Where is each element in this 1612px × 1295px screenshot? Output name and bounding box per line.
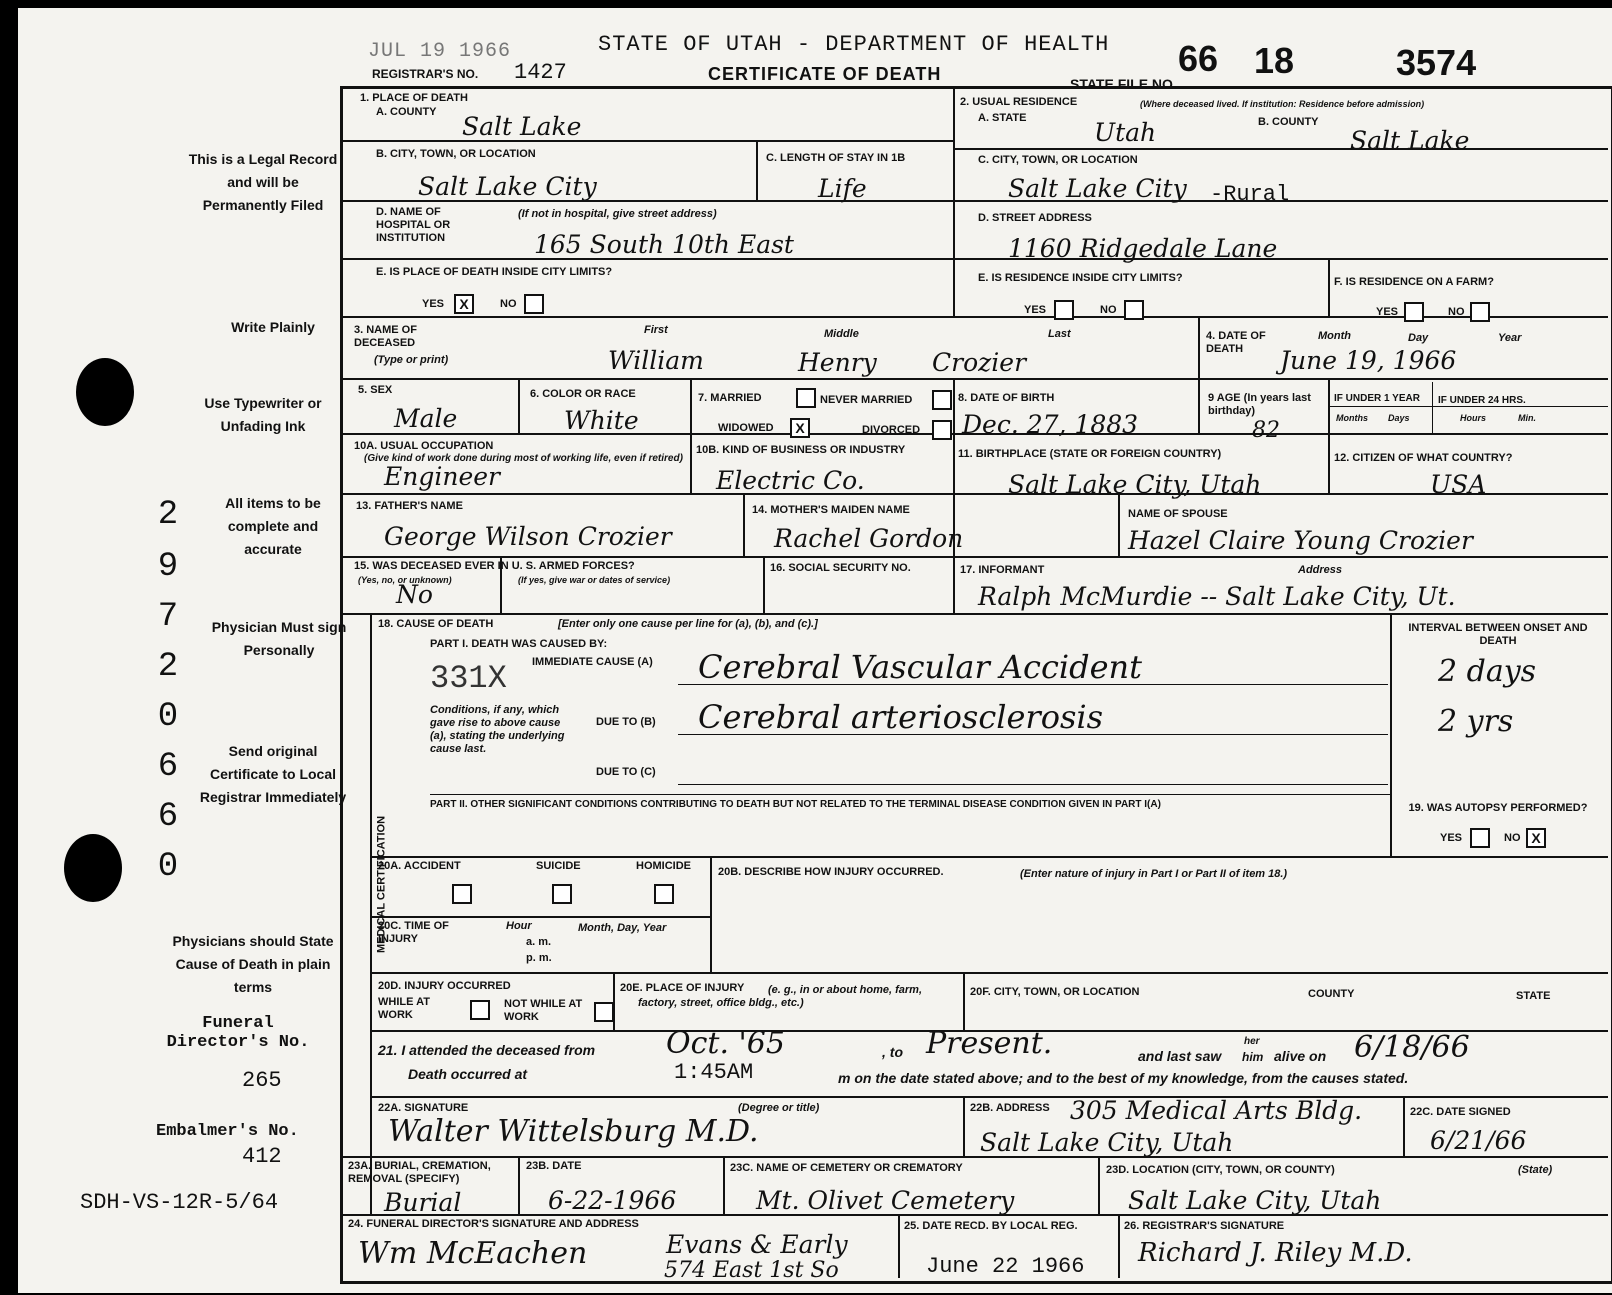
state-file-part2: 18 [1254, 40, 1295, 81]
spouse-name: Hazel Claire Young Crozier [1128, 526, 1473, 555]
item1c-label: C. LENGTH OF STAY IN 1B [766, 152, 906, 164]
certificate-sheet [18, 8, 1612, 1293]
days-label: Days [1388, 413, 1410, 423]
burial-date-value: 6-22-1966 [548, 1186, 677, 1215]
rule [343, 493, 1608, 495]
item4-label: 4. DATE OF DEATH [1206, 330, 1266, 355]
death-county: Salt Lake [462, 112, 582, 141]
residence-county: Salt Lake [1350, 126, 1470, 155]
item20a-label: 20A. ACCIDENT [378, 860, 461, 872]
physician-signature: Walter Wittelsburg M.D. [388, 1114, 759, 1149]
vertical-number-digit: 9 [157, 548, 179, 586]
form-title: STATE OF UTAH - DEPARTMENT OF HEALTH [598, 32, 1110, 57]
item20c-label: 20C. TIME OF INJURY [378, 920, 449, 945]
rule [518, 380, 520, 433]
residence-street: 1160 Ridgedale Lane [1008, 234, 1278, 263]
occupation-value: Engineer [384, 462, 500, 491]
item5-label: 5. SEX [358, 384, 393, 396]
item3-note: (Type or print) [374, 354, 449, 366]
widowed-checkbox[interactable]: X [790, 418, 810, 438]
suicide-checkbox[interactable] [552, 884, 572, 904]
cause-b-value: Cerebral arteriosclerosis [698, 698, 1104, 736]
hours-label: Hours [1460, 413, 1487, 423]
under-1-year-label: IF UNDER 1 YEAR [1334, 393, 1420, 404]
no-label: NO [1504, 832, 1521, 844]
widowed-label: WIDOWED [718, 422, 774, 434]
cause-a-value: Cerebral Vascular Accident [698, 648, 1142, 686]
item11-label: 11. BIRTHPLACE (STATE OR FOREIGN COUNTRY) [958, 448, 1222, 460]
month-day-year-label: Month, Day, Year [578, 922, 667, 934]
item10b-label: 10B. KIND OF BUSINESS OR INDUSTRY [696, 444, 906, 456]
rule [723, 1158, 725, 1214]
item26-label: 26. REGISTRAR'S SIGNATURE [1124, 1220, 1285, 1232]
conditions-note: Conditions, if any, which gave rise to above cause (a), stating the underlying cause last. [430, 704, 565, 755]
death-statement: m on the date stated above; and to the best of my knowledge, from the causes stated. [838, 1070, 1409, 1086]
margin-cause-note: Physicians should State Cause of Death in plain terms [172, 933, 334, 995]
margin-complete-note: All items to be complete and accurate [225, 495, 321, 557]
item21-label: 21. I attended the deceased from [378, 1042, 596, 1058]
registrar-no-label: REGISTRAR'S NO. [372, 67, 479, 81]
never-married-checkbox[interactable] [932, 390, 952, 410]
rule [370, 1096, 1608, 1098]
married-checkbox[interactable] [796, 388, 816, 408]
rule [756, 142, 758, 200]
item2b-label: B. COUNTY [1258, 116, 1319, 128]
item1a-label: A. COUNTY [376, 106, 437, 118]
place-inside-yes-checkbox[interactable]: X [454, 294, 474, 314]
residence-inside-no-checkbox[interactable] [1124, 300, 1144, 320]
county-label: COUNTY [1308, 988, 1355, 1000]
form-number: SDH-VS-12R-5/64 [80, 1190, 279, 1215]
vertical-number-digit: 2 [157, 648, 179, 686]
pm-label: p. m. [526, 952, 552, 964]
cause-code: 331X [430, 660, 507, 697]
homicide-checkbox[interactable] [654, 884, 674, 904]
yes-label: YES [1440, 832, 1463, 844]
first-label: First [644, 324, 668, 336]
while-at-work-checkbox[interactable] [470, 1000, 490, 1020]
attended-to-value: Present. [926, 1026, 1053, 1061]
item1e-label: E. IS PLACE OF DEATH INSIDE CITY LIMITS? [376, 266, 613, 278]
item23a-label: 23A. BURIAL, CREMATION, REMOVAL (SPECIFY) [348, 1160, 491, 1185]
rule [690, 380, 692, 493]
rule [343, 258, 1608, 260]
item10a-label: 10A. USUAL OCCUPATION [354, 440, 494, 452]
alive-on-label: alive on [1274, 1048, 1327, 1064]
no-label: NO [500, 298, 517, 310]
medical-certification-label: MEDICAL CERTIFICATION [375, 815, 388, 954]
vertical-number-digit: 0 [157, 698, 179, 736]
margin-write-note: Write Plainly [231, 319, 315, 335]
registrar-signature: Richard J. Riley M.D. [1138, 1238, 1413, 1268]
death-time-value: 1:45AM [674, 1060, 754, 1085]
age-value: 82 [1252, 418, 1280, 443]
margin-typewriter-note: Use Typewriter or Unfading Ink [204, 395, 322, 434]
item18-note: [Enter only one cause per line for (a), (b), and (c).] [558, 618, 818, 630]
vertical-number-digit: 0 [157, 848, 179, 886]
rule [963, 974, 965, 1030]
rule [953, 89, 955, 318]
item23c-label: 23C. NAME OF CEMETERY OR CREMATORY [730, 1162, 963, 1174]
rule [1118, 495, 1120, 556]
hospital-address: 165 South 10th East [534, 230, 794, 259]
cause-line-c [678, 784, 1388, 785]
margin-physician-note: Physician Must sign Personally [211, 619, 347, 658]
item19-label: 19. WAS AUTOPSY PERFORMED? [1408, 802, 1588, 814]
item2c-label: C. CITY, TOWN, OR LOCATION [978, 154, 1138, 166]
place-inside-no-checkbox[interactable] [524, 294, 544, 314]
rule [763, 558, 765, 613]
month-label: Month [1318, 330, 1351, 342]
rule [1198, 318, 1200, 433]
degree-label: (Degree or title) [738, 1102, 820, 1114]
vertical-number-digit: 6 [157, 798, 179, 836]
name-middle: Henry [798, 348, 877, 377]
item23d-state-label: (State) [1518, 1164, 1553, 1176]
burial-location-value: Salt Lake City, Utah [1128, 1186, 1382, 1215]
item20e-label: 20E. PLACE OF INJURY [620, 982, 745, 994]
vertical-number-digit: 2 [157, 496, 179, 534]
item13-label: 13. FATHER'S NAME [356, 500, 463, 512]
rule [370, 613, 372, 1216]
item2e-label: E. IS RESIDENCE INSIDE CITY LIMITS? [978, 272, 1183, 284]
item18-label: 18. CAUSE OF DEATH [378, 618, 494, 630]
item10a-note: (Give kind of work done during most of working life, even if retired) [364, 453, 683, 464]
death-date: June 19, 1966 [1280, 346, 1457, 375]
rule [1330, 406, 1608, 407]
item15-label: 15. WAS DECEASED EVER IN U. S. ARMED FORCES? [354, 560, 635, 572]
rule [343, 1156, 1608, 1158]
rule [343, 140, 953, 142]
item20d-label: 20D. INJURY OCCURRED [378, 980, 511, 992]
item17-label: 17. INFORMANT [960, 564, 1045, 576]
sex-value: Male [394, 404, 458, 433]
date-received-value: June 22 1966 [926, 1254, 1085, 1279]
part1-label: PART I. DEATH WAS CAUSED BY: [430, 638, 608, 650]
name-last: Crozier [932, 348, 1027, 377]
burial-value: Burial [384, 1188, 462, 1217]
residence-city: Salt Lake City [1008, 174, 1187, 203]
rule [953, 148, 1608, 150]
due-to-b-label: DUE TO (B) [596, 716, 656, 728]
rule [898, 1216, 900, 1278]
farm-no-checkbox[interactable] [1470, 302, 1490, 322]
margin-send-note: Send original Certificate to Local Registrar Immediately [199, 743, 347, 805]
rule [430, 794, 1390, 795]
rule [743, 495, 745, 556]
state-file-part1: 66 [1178, 38, 1219, 79]
punch-hole-top [76, 358, 134, 426]
residence-inside-yes-checkbox[interactable] [1054, 300, 1074, 320]
rule [518, 1158, 520, 1214]
last-saw-label: and last saw [1138, 1048, 1222, 1064]
hour-label: Hour [506, 920, 532, 932]
homicide-label: HOMICIDE [636, 860, 691, 872]
item1d-label: D. NAME OF HOSPITAL OR INSTITUTION [376, 206, 451, 244]
rule [710, 858, 712, 972]
item24-label: 24. FUNERAL DIRECTOR'S SIGNATURE AND ADDRESS [348, 1218, 639, 1230]
min-label: Min. [1518, 413, 1536, 423]
citizen-value: USA [1430, 470, 1487, 499]
death-occurred-label: Death occurred at [408, 1066, 528, 1082]
margin-legal-note: This is a Legal Record and will be Permanently Filed [188, 151, 338, 213]
item22b-label: 22B. ADDRESS [970, 1102, 1050, 1114]
rule [953, 380, 955, 613]
not-while-at-work-checkbox[interactable] [594, 1002, 614, 1022]
rule [343, 556, 1608, 558]
item6-label: 6. COLOR OR RACE [530, 388, 636, 400]
item9-label: 9 AGE (In years last birthday) [1208, 392, 1311, 417]
state-file-part3: 3574 [1396, 42, 1477, 83]
name-first: William [608, 346, 704, 375]
rule [343, 378, 1608, 380]
rule [963, 1098, 965, 1156]
item1d-note: (If not in hospital, give street address) [518, 208, 717, 220]
rule [370, 856, 1608, 858]
item2-label: 2. USUAL RESIDENCE [960, 96, 1078, 108]
embalmer-no: 412 [242, 1144, 282, 1169]
attended-from-value: Oct. '65 [666, 1026, 785, 1061]
not-while-at-work-label: NOT WHILE AT WORK [504, 998, 583, 1023]
birthplace-value: Salt Lake City, Utah [1008, 470, 1262, 499]
item15-note1: (Yes, no, or unknown) [358, 575, 452, 585]
rule [1390, 615, 1392, 856]
item22a-label: 22A. SIGNATURE [378, 1102, 469, 1114]
vertical-number-digit: 7 [157, 598, 179, 636]
spouse-label: NAME OF SPOUSE [1128, 508, 1228, 520]
divorced-checkbox[interactable] [932, 420, 952, 440]
item14-label: 14. MOTHER'S MAIDEN NAME [752, 504, 910, 516]
item16-label: 16. SOCIAL SECURITY NO. [770, 562, 911, 574]
funeral-director-no: 265 [242, 1068, 282, 1093]
funeral-director-signature: Wm McEachen [358, 1236, 588, 1271]
length-of-stay: Life [818, 174, 867, 203]
informant-value: Ralph McMurdie -- Salt Lake City, Ut. [978, 582, 1456, 611]
item23d-label: 23D. LOCATION (CITY, TOWN, OR COUNTY) [1106, 1164, 1335, 1176]
armed-forces-value: No [396, 580, 433, 609]
autopsy-no-checkbox[interactable]: X [1526, 828, 1546, 848]
registrar-no-value: 1427 [514, 60, 567, 85]
business-value: Electric Co. [716, 466, 865, 495]
item20f-label: 20F. CITY, TOWN, OR LOCATION [970, 986, 1140, 998]
her-label: her [1244, 1036, 1260, 1047]
item2d-label: D. STREET ADDRESS [978, 212, 1092, 224]
father-name: George Wilson Crozier [384, 522, 672, 551]
item15-note2: (If yes, give war or dates of service) [518, 575, 671, 585]
mother-name: Rachel Gordon [774, 524, 964, 553]
never-married-label: NEVER MARRIED [820, 394, 913, 406]
him-label: him [1242, 1050, 1264, 1064]
item23b-label: 23B. DATE [526, 1160, 582, 1172]
to-label: , to [882, 1044, 903, 1060]
interval-b-value: 2 yrs [1438, 704, 1514, 739]
certificate-title: CERTIFICATE OF DEATH [708, 64, 942, 84]
item1b-label: B. CITY, TOWN, OR LOCATION [376, 148, 536, 160]
vertical-number-digit: 6 [157, 748, 179, 786]
yes-label: YES [422, 298, 445, 310]
item20b-label: 20B. DESCRIBE HOW INJURY OCCURRED. [718, 866, 944, 878]
received-stamp: JUL 19 1966 [368, 40, 512, 63]
item2-note: (Where deceased lived. If institution: Residence before admission) [1140, 99, 1425, 109]
last-label: Last [1048, 328, 1071, 340]
punch-hole-bottom [64, 834, 122, 902]
due-to-c-label: DUE TO (C) [596, 766, 656, 778]
rule [1098, 1158, 1100, 1214]
residence-state: Utah [1094, 118, 1157, 147]
part2-label: PART II. OTHER SIGNIFICANT CONDITIONS CONTRIBUTING TO DEATH BUT NOT RELATED TO THE TERMINAL DISEASE CONDITION GIVEN IN PART I(A) [430, 799, 1161, 810]
date-signed-value: 6/21/66 [1430, 1126, 1527, 1155]
funeral-director-label: Funeral Director's No. [166, 1014, 310, 1052]
death-city: Salt Lake City [418, 172, 597, 201]
married-label: 7. MARRIED [698, 392, 762, 404]
while-at-work-label: WHILE AT WORK [378, 996, 430, 1021]
item2a-label: A. STATE [978, 112, 1027, 124]
no-label: NO [1100, 304, 1117, 316]
item12-label: 12. CITIZEN OF WHAT COUNTRY? [1334, 452, 1513, 464]
rule [343, 613, 1608, 615]
cemetery-value: Mt. Olivet Cemetery [756, 1186, 1015, 1215]
immediate-cause-label: IMMEDIATE CAUSE (A) [532, 656, 653, 668]
interval-a-value: 2 days [1438, 654, 1537, 689]
embalmer-label: Embalmer's No. [156, 1122, 299, 1141]
state-label: STATE [1516, 990, 1551, 1002]
divorced-label: DIVORCED [862, 424, 921, 436]
state-file-label: STATE FILE NO. [1070, 76, 1177, 92]
rule [370, 916, 710, 918]
item3-label: 3. NAME OF DECEASED [354, 324, 417, 349]
residence-city-typed: -Rural [1210, 182, 1290, 207]
yes-label: YES [1376, 306, 1399, 318]
rule [1403, 1098, 1405, 1156]
item1-label: 1. PLACE OF DEATH [360, 92, 468, 104]
yes-label: YES [1024, 304, 1047, 316]
interval-label: INTERVAL BETWEEN ONSET AND DEATH [1408, 622, 1588, 647]
year-label: Year [1498, 332, 1522, 344]
am-label: a. m. [526, 936, 552, 948]
rule [370, 972, 1608, 974]
item2f-label: F. IS RESIDENCE ON A FARM? [1334, 276, 1494, 288]
suicide-label: SUICIDE [536, 860, 581, 872]
no-label: NO [1448, 306, 1465, 318]
item22c-label: 22C. DATE SIGNED [1410, 1106, 1511, 1118]
rule [1328, 260, 1330, 316]
farm-yes-checkbox[interactable] [1404, 302, 1424, 322]
address-label: Address [1298, 564, 1343, 576]
physician-address-line1: 305 Medical Arts Bldg. [1070, 1096, 1363, 1125]
rule [1432, 382, 1433, 433]
funeral-home-name: Evans & Early [666, 1230, 848, 1259]
item8-label: 8. DATE OF BIRTH [958, 392, 1055, 404]
autopsy-yes-checkbox[interactable] [1470, 828, 1490, 848]
under-24-hrs-label: IF UNDER 24 HRS. [1438, 395, 1526, 406]
item25-label: 25. DATE RECD. BY LOCAL REG. [904, 1220, 1078, 1232]
months-label: Months [1336, 413, 1368, 423]
race-value: White [564, 406, 639, 435]
last-seen-value: 6/18/66 [1354, 1030, 1470, 1065]
rule [1118, 1216, 1120, 1278]
middle-label: Middle [824, 328, 859, 340]
accident-checkbox[interactable] [452, 884, 472, 904]
funeral-home-address: 574 East 1st So [664, 1258, 839, 1283]
day-label: Day [1408, 332, 1429, 344]
birth-date: Dec. 27, 1883 [962, 410, 1139, 439]
item20e-note: (e. g., in or about home, farm, factory, street, office bldg., etc.) [638, 984, 923, 1009]
physician-address-line2: Salt Lake City, Utah [980, 1128, 1234, 1157]
item20b-note: (Enter nature of injury in Part I or Part II of item 18.) [1020, 868, 1288, 880]
